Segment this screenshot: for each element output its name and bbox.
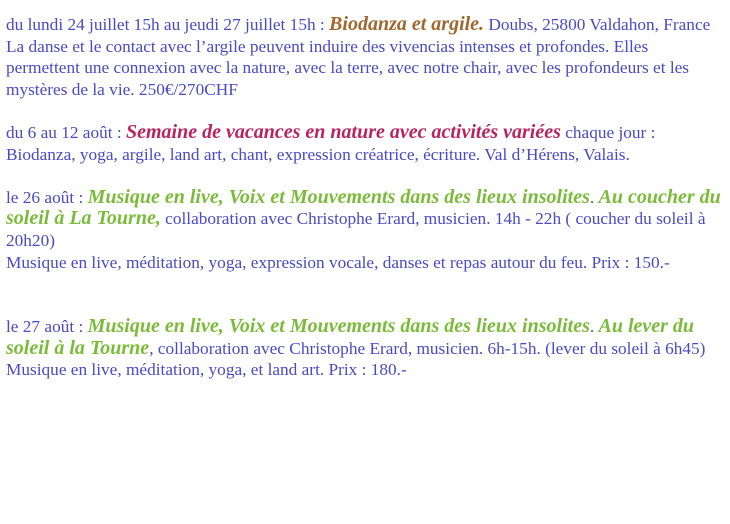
event-date: le 27 août : <box>6 317 88 337</box>
event-title: Semaine de vacances en nature avec activités variées <box>126 120 561 143</box>
event-description: Musique en live, méditation, yoga, et land art. Prix : 180.- <box>6 360 407 380</box>
event-separator: . <box>589 187 599 207</box>
event-header <box>6 122 724 165</box>
event-biodanza-argile <box>6 14 724 100</box>
event-details: collaboration avec Christophe Erard, musicien. 14h - 22h ( coucher du soleil à 20h20) <box>6 209 706 250</box>
event-title: Biodanza et argile. <box>329 13 485 35</box>
event-date: du 6 au 12 août : <box>6 122 126 142</box>
event-description: Musique en live, méditation, yoga, expression vocale, danses et repas autour du feu. Prix : 150.- <box>6 252 670 272</box>
event-musique-lever-soleil <box>6 316 724 381</box>
event-title: Musique en live, Voix et Mouvements dans des lieux insolites <box>87 185 590 208</box>
event-location: Doubs, 25800 Valdahon, France <box>484 15 711 34</box>
spacer <box>6 165 724 187</box>
event-separator: . <box>589 317 599 337</box>
event-title: Musique en live, Voix et Mouvements dans des lieux insolites <box>87 315 590 338</box>
event-header <box>6 316 724 359</box>
event-date: du lundi 24 juillet 15h au jeudi 27 juillet 15h : <box>6 15 330 34</box>
event-musique-coucher-soleil <box>6 187 724 273</box>
event-details: chaque jour : Biodanza, yoga, argile, land art, chant, expression créatrice, écriture. Val d’Hérens, Valais. <box>6 122 656 164</box>
spacer <box>6 273 724 316</box>
event-subtitle: Au coucher du soleil à La Tourne, <box>6 185 721 230</box>
event-details: , collaboration avec Christophe Erard, musicien. 6h-15h. (lever du soleil à 6h45) <box>149 338 706 358</box>
event-date: le 26 août : <box>6 187 88 207</box>
event-semaine-vacances <box>6 122 724 165</box>
event-header <box>6 14 724 36</box>
event-subtitle: Au lever du soleil à la Tourne <box>6 315 695 359</box>
spacer <box>6 100 724 122</box>
event-header <box>6 187 724 252</box>
event-description: La danse et le contact avec l’argile peuvent induire des vivencias intenses et profondes. Elles permettent une connexion avec la nature, avec la terre, avec notre chair, avec les profondeurs et les mystères de la vie. 250€/270CHF <box>6 36 690 99</box>
